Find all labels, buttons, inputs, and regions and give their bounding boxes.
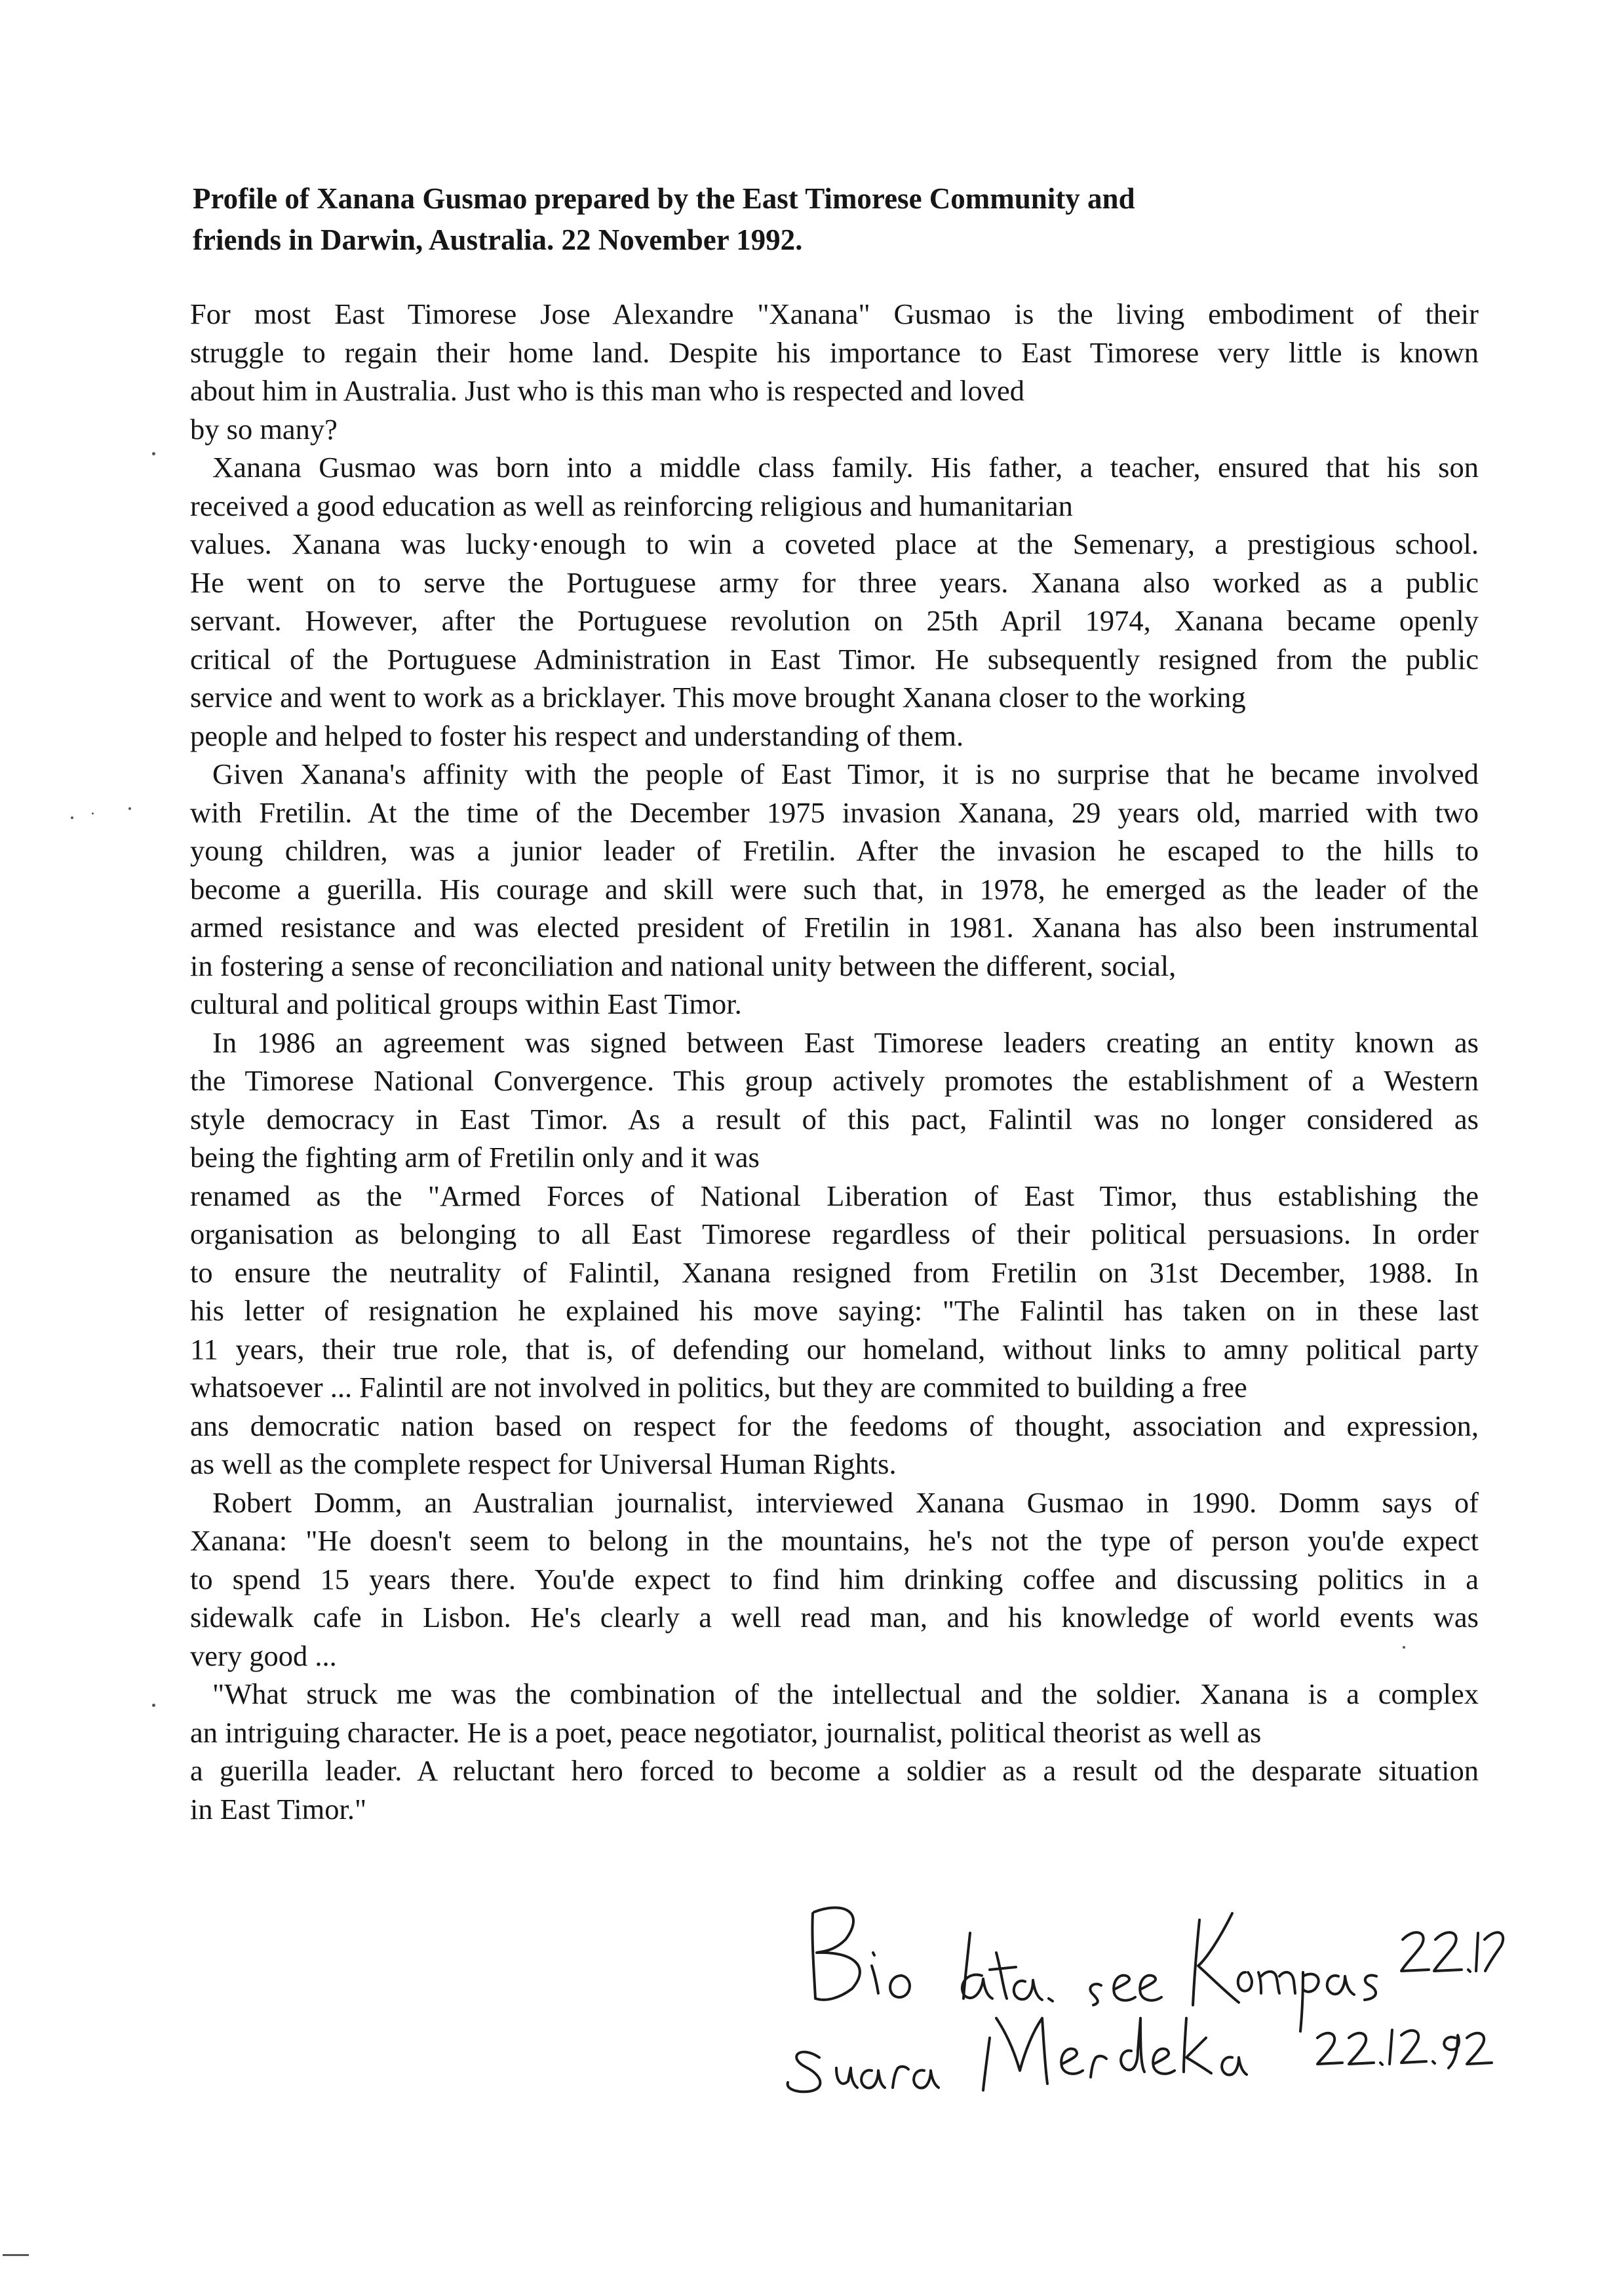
- body-line: in fostering a sense of reconciliation and national unity between the different, social,: [190, 949, 1177, 982]
- body-line: Robert Domm, an Australian journalist, interviewed Xanana Gusmao in 1990. Domm says of: [212, 1485, 1479, 1519]
- body-line: servant. However, after the Portuguese revolution on 25th April 1974, Xanana became openly: [190, 604, 1479, 637]
- body-line: by so many?: [190, 412, 338, 446]
- scan-speck: [1403, 1646, 1405, 1649]
- body-line: to ensure the neutrality of Falintil, Xanana resigned from Fretilin on 31st December, 1988. In: [190, 1255, 1479, 1289]
- document-title: [193, 178, 1438, 261]
- body-line: Xanana: "He doesn't seem to belong in the mountains, he's not the type of person you'de expect: [190, 1524, 1479, 1557]
- body-line: armed resistance and was elected president of Fretilin in 1981. Xanana has also been instrumental: [190, 911, 1479, 944]
- body-line: in East Timor.": [190, 1792, 367, 1826]
- body-line: He went on to serve the Portuguese army for three years. Xanana also worked as a public: [190, 565, 1479, 599]
- body-line: critical of the Portuguese Administration in East Timor. He subsequently resigned from the public: [190, 642, 1479, 676]
- body-line: whatsoever ... Falintil are not involved in politics, but they are commited to building a free: [190, 1371, 1247, 1404]
- body-line: about him in Australia. Just who is this man who is respected and loved: [190, 374, 1025, 407]
- body-line: style democracy in East Timor. As a result of this pact, Falintil was no longer considered as: [190, 1102, 1479, 1136]
- body-line: struggle to regain their home land. Despite his importance to East Timorese very little is known: [190, 335, 1479, 369]
- scan-speck: [128, 807, 131, 810]
- body-line: Xanana Gusmao was born into a middle class family. His father, a teacher, ensured that his son: [212, 451, 1479, 484]
- body-line: ans democratic nation based on respect for the feedoms of thought, association and expression,: [190, 1409, 1479, 1442]
- body-line: service and went to work as a bricklayer. This move brought Xanana closer to the working: [190, 681, 1246, 714]
- title-line: Profile of Xanana Gusmao prepared by the East Timorese Community and: [193, 182, 1135, 215]
- body-line: values. Xanana was lucky·enough to win a coveted place at the Semenary, a prestigious school.: [190, 527, 1479, 560]
- title-line: friends in Darwin, Australia. 22 November 1992.: [193, 223, 803, 256]
- body-line: people and helped to foster his respect and understanding of them.: [190, 719, 964, 752]
- body-line: to spend 15 years there. You'de expect to find him drinking coffee and discussing politics in a: [190, 1562, 1479, 1596]
- body-line: renamed as the "Armed Forces of National Liberation of East Timor, thus establishing the: [190, 1179, 1479, 1212]
- body-line: being the fighting arm of Fretilin only and it was: [190, 1141, 760, 1174]
- scan-edge-mark: [3, 2254, 29, 2256]
- handwritten-note-drawing: [773, 1841, 1508, 2103]
- body-line: young children, was a junior leader of Fretilin. After the invasion he escaped to the hills to: [190, 834, 1479, 867]
- body-line: an intriguing character. He is a poet, peace negotiator, journalist, political theorist as well as: [190, 1715, 1262, 1749]
- body-line: "What struck me was the combination of the intellectual and the soldier. Xanana is a complex: [212, 1677, 1479, 1710]
- body-line: a guerilla leader. A reluctant hero forced to become a soldier as a result od the desparate situation: [190, 1754, 1479, 1787]
- body-line: cultural and political groups within East Timor.: [190, 987, 742, 1020]
- handwritten-note: [773, 1841, 1508, 2103]
- body-line: very good ...: [190, 1639, 337, 1672]
- body-line: as well as the complete respect for Universal Human Rights.: [190, 1447, 897, 1480]
- body-line: Given Xanana's affinity with the people of East Timor, it is no surprise that he became involved: [212, 757, 1479, 790]
- scan-speck: [71, 816, 73, 819]
- body-line: become a guerilla. His courage and skill were such that, in 1978, he emerged as the leader of the: [190, 872, 1479, 906]
- scan-speck: [92, 813, 94, 814]
- scan-speck: [152, 1704, 155, 1707]
- body-line: received a good education as well as reinforcing religious and humanitarian: [190, 489, 1073, 522]
- document-body: [190, 295, 1479, 1828]
- body-line: organisation as belonging to all East Timorese regardless of their political persuasions. In order: [190, 1217, 1479, 1250]
- body-line: For most East Timorese Jose Alexandre "Xanana" Gusmao is the living embodiment of their: [190, 297, 1479, 330]
- body-line: with Fretilin. At the time of the December 1975 invasion Xanana, 29 years old, married with two: [190, 795, 1479, 829]
- scan-speck: [152, 452, 155, 455]
- body-line: 11 years, their true role, that is, of defending our homeland, without links to amny political party: [190, 1332, 1479, 1366]
- body-line: sidewalk cafe in Lisbon. He's clearly a well read man, and his knowledge of world events was: [190, 1601, 1479, 1634]
- body-line: In 1986 an agreement was signed between East Timorese leaders creating an entity known as: [212, 1025, 1479, 1059]
- body-line: his letter of resignation he explained his move saying: "The Falintil has taken on in these last: [190, 1294, 1479, 1327]
- body-line: the Timorese National Convergence. This group actively promotes the establishment of a Western: [190, 1064, 1479, 1097]
